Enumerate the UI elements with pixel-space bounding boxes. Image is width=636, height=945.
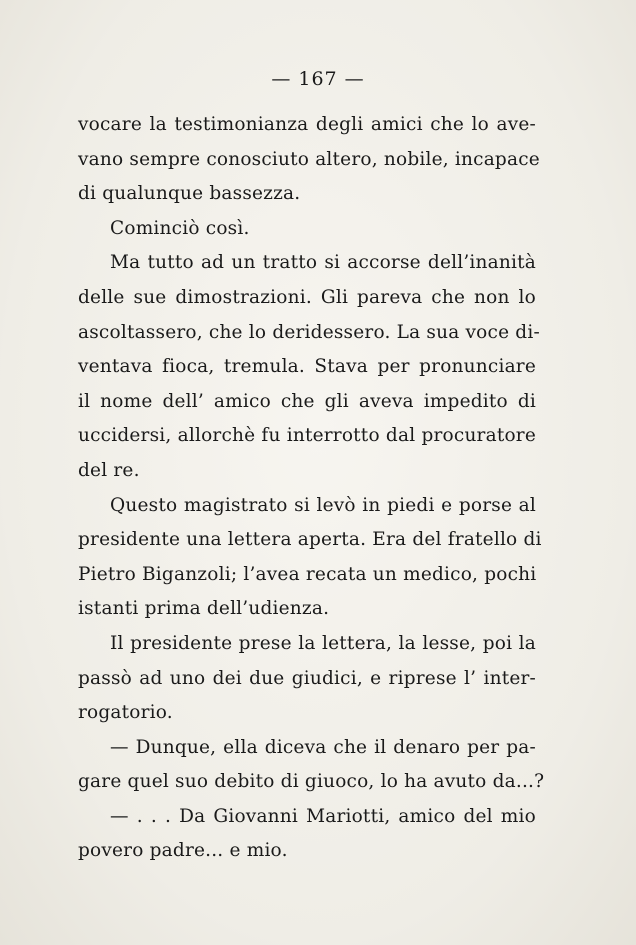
text-line: gare quel suo debito di giuoco, lo ha avuto da...?: [78, 771, 545, 793]
page-number: — 167 —: [271, 68, 365, 90]
text-line: passò ad uno dei due giudici, e riprese l’ inter-: [78, 667, 536, 689]
text-line: di qualunque bassezza.: [78, 183, 301, 205]
text-line: Pietro Biganzoli; l’avea recata un medico, pochi: [78, 563, 537, 585]
text-line: Questo magistrato si levò in piedi e porse al: [110, 494, 536, 516]
text-line: istanti prima dell’udienza.: [78, 598, 330, 620]
text-line: vano sempre conosciuto altero, nobile, incapace: [78, 148, 540, 170]
text-line: rogatorio.: [78, 702, 173, 724]
text-line: ventava fioca, tremula. Stava per pronunciare: [78, 356, 536, 378]
text-line: delle sue dimostrazioni. Gli pareva che non lo: [78, 286, 536, 308]
text-line: Il presidente prese la lettera, la lesse, poi la: [110, 632, 536, 654]
text-line: Ma tutto ad un tratto si accorse dell’inanità: [110, 252, 536, 274]
text-line: — . . . Da Giovanni Mariotti, amico del mio: [110, 805, 536, 827]
text-line: vocare la testimonianza degli amici che lo ave-: [78, 114, 536, 135]
text-line: il nome dell’ amico che gli aveva impedito di: [78, 390, 536, 412]
body-text: [78, 108, 545, 869]
text-line: ascoltassero, che lo deridessero. La sua voce di-: [78, 321, 540, 343]
text-line: povero padre... e mio.: [78, 840, 288, 862]
text-line: presidente una lettera aperta. Era del fratello di: [78, 529, 542, 551]
text-line: del re.: [78, 459, 140, 481]
text-line: Cominciò così.: [110, 217, 250, 239]
text-line: uccidersi, allorchè fu interrotto dal procuratore: [78, 425, 536, 447]
text-line: — Dunque, ella diceva che il denaro per pa-: [110, 736, 536, 758]
